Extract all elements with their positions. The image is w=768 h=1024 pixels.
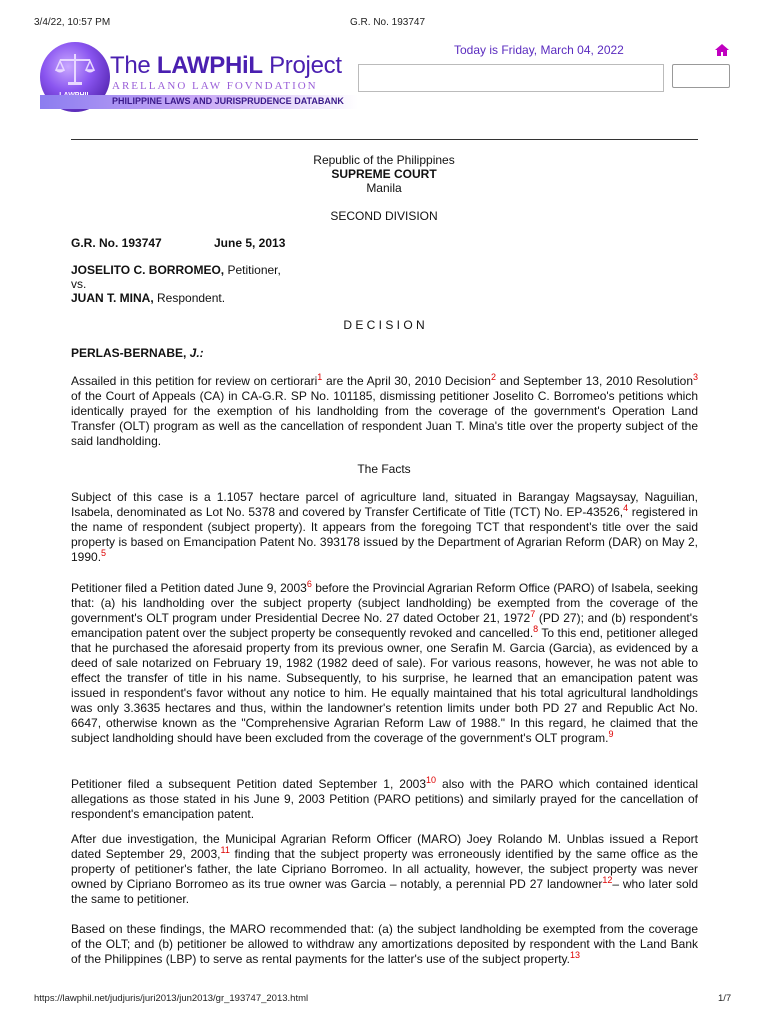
foundation-name: ARELLANO LAW FOVNDATION	[112, 80, 318, 92]
court-name: SUPREME COURT	[331, 167, 437, 181]
paragraph: Petitioner filed a subsequent Petition dated September 1, 2003$^{10}$ also with the PARO which contained identical allegations as those stated in his June 9, 2003 Petition (PARO petitions) and similarly prayed for the cancellation of respondent's emancipation patent.	[71, 775, 699, 821]
search-input[interactable]	[358, 64, 664, 92]
paragraph: Subject of this case is a 1.1057 hectare parcel of agriculture land, situated in Barangay Magsaysay, Naguilian, Isabela, denominated as Lot No. 5378 and covered by Transfer Certificate of Title (TCT) No. EP-43526,$^4$ registered in the name of respondent (subject property). It appears from the foregoing TCT that respondent's title over the said property is based on Emancipation Patent No. 393178 issued by the Department of Agrarian Reform (DAR) on May 2, 1990.$^5$	[71, 490, 698, 564]
print-page-title: G.R. No. 193747	[350, 17, 426, 28]
print-datetime: 3/4/22, 10:57 PM	[34, 17, 111, 28]
paragraph: After due investigation, the Municipal Agrarian Reform Officer (MARO) Joey Rolando M. Unblas issued a Report dated September 29, 2003,11 finding that the subject property was erroneously identified by the same office as the property of petitioner's father, the late Cipriano Borromeo. In all actuality, however, the subject property was never owned by Cipriano Borromeo as its true owner was Garcia – notably, a perennial PD 27 landowner$^{12}$– who later sold the same to petitioner.	[71, 832, 699, 906]
print-url: https://lawphil.net/judjuris/juri2013/jun2013/gr_193747_2013.html	[34, 993, 309, 1004]
paragraph: Based on these findings, the MARO recommended that: (a) the subject landholding be exempted from the coverage of the OLT; and (b) petitioner be allowed to withdraw any amortizations deposited by respondent with the Land Bank of the Philippines (LBP) to serve as rental payments for the latter's use of the subject property.$^{13}$	[71, 922, 698, 966]
home-icon[interactable]	[714, 42, 730, 58]
decision-heading: D E C I S I O N	[343, 318, 425, 332]
site-title: The LAWPHiL Project	[110, 52, 342, 79]
tagline: PHILIPPINE LAWS AND JURISPRUDENCE DATABANK	[112, 96, 344, 106]
paragraph: Assailed in this petition for review on certiorari$^1$ are the April 30, 2010 Decision$^2$ and September 13, 2010 Resolution$^3$ of the Court of Appeals (CA) in CA-G.R. SP No. 101185, dismissing petitioner Joselito C. Borromeo's petitions which identically prayed for the exemption of his landholding from the coverage of the government's Operation Land Transfer (OLT) program as well as the cancellation of respondent Juan T. Mina's title over the property subject of the said landholding.	[71, 372, 699, 448]
division: SECOND DIVISION	[330, 209, 438, 223]
scales-of-justice-icon	[50, 50, 100, 90]
paragraph: Petitioner filed a Petition dated June 9, 2003$^6$ before the Provincial Agrarian Reform Office (PARO) of Isabela, seeking that: (a) his landholding over the subject property (subject landholding) be exempted from the coverage of the government's OLT program under Presidential Decree No. 27 dated October 21, 1972$^7$ (PD 27); and (b) respondent's emancipation patent over the subject property be consequently revoked and cancelled.$^8$ To this end, petitioner alleged that he purchased the aforesaid property from its previous owner, one Serafin M. Garcia (Garcia), as evidenced by a deed of sale notarized on February 19, 1982 (1982 deed of sale). For various reasons, however, he was not able to effect the transfer of title in his name. Subsequently, to his surprise, he learned that an emancipation patent was issued in respondent's favor without any notice to him. He equally maintained that his total agricultural landholdings was only 3.3635 hectares and thus, within the landowner's retention limits under both PD 27 and Republic Act No. 6647, otherwise known as the "Comprehensive Agrarian Reform Law of 1988." In this regard, he claimed that the subject landholding should have been excluded from the coverage of the government's OLT program.$^9$	[71, 579, 699, 745]
today-date: Today is Friday, March 04, 2022	[454, 43, 624, 57]
tagline-bar	[40, 95, 358, 109]
republic-line: Republic of the Philippines	[313, 153, 455, 167]
case-date: June 5, 2013	[214, 236, 286, 250]
respondent-line: JUAN T. MINA, Respondent.	[71, 291, 226, 305]
facts-heading: The Facts	[357, 462, 411, 476]
case-number: G.R. No. 193747	[71, 236, 162, 250]
petitioner-line: JOSELITO C. BORROMEO, Petitioner,	[71, 263, 281, 277]
ponente: PERLAS-BERNABE, J.:	[71, 346, 204, 360]
versus: vs.	[71, 277, 87, 291]
header-divider	[71, 139, 698, 140]
court-city: Manila	[366, 181, 402, 195]
print-page-number: 1/7	[718, 993, 732, 1004]
search-button[interactable]	[672, 64, 730, 88]
